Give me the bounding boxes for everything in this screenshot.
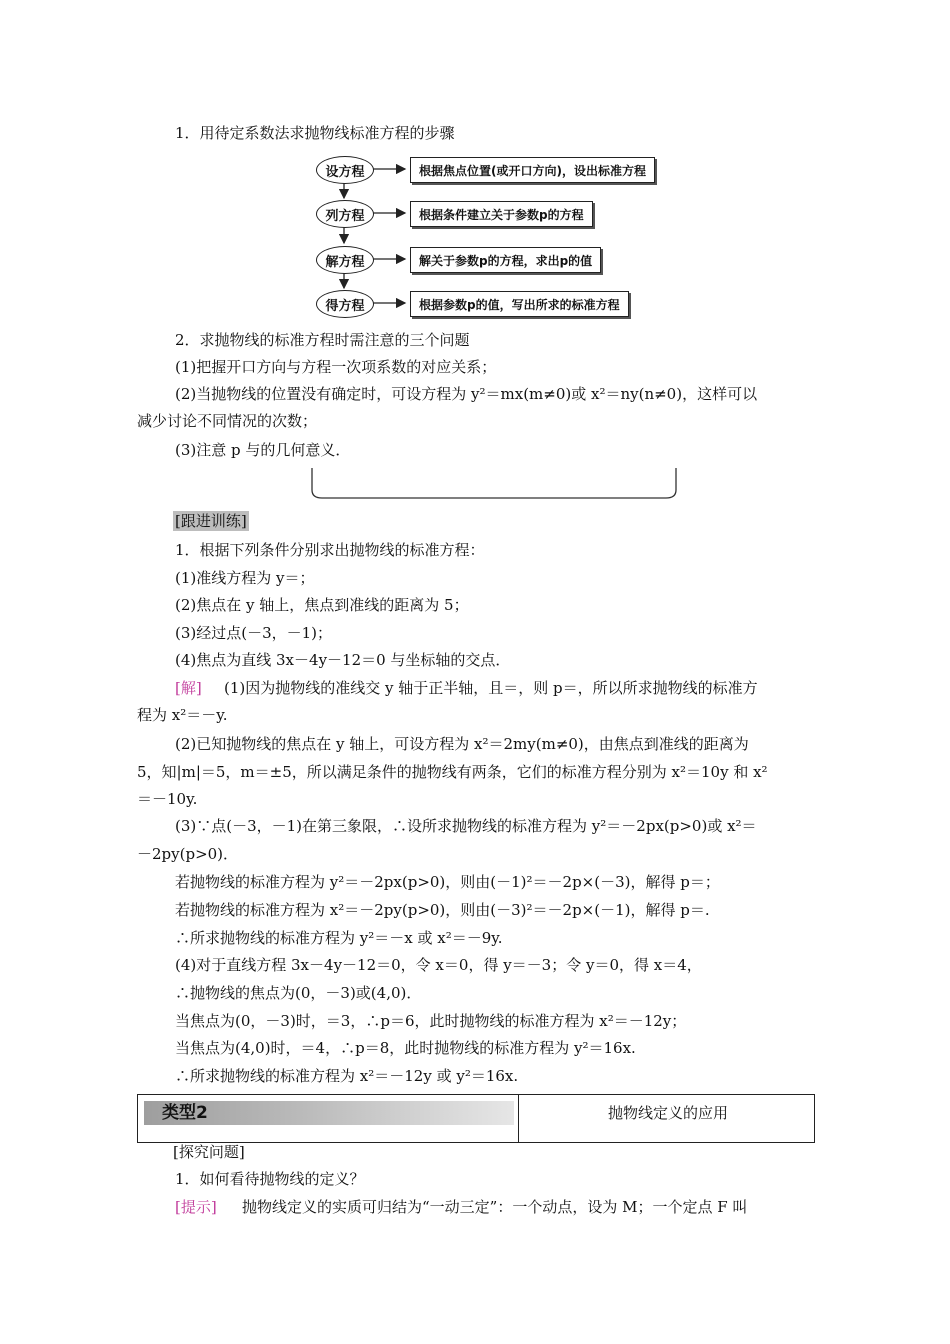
hint-tag: [提示] [175,1198,217,1216]
question-1: (1)准线方程为 y＝； [175,569,315,587]
explore-question-1: 1．如何看待抛物线的定义？ [175,1170,365,1188]
type-section-bar [137,1094,815,1143]
solution-3c: 若抛物线的标准方程为 y²＝－2px(p>0)，则由(－1)²＝－2p×(－3)，解得 p＝； [175,873,720,891]
solution-2c: ＝－10y. [137,790,198,808]
type-title: 抛物线定义的应用 [608,1104,729,1122]
question-3: (3)经过点(－3，－1)； [175,624,333,642]
flow-oval-solve-equation: 解方程 [316,246,374,274]
bracket-decoration [300,466,690,506]
hint-text: 抛物线定义的实质可归结为“一动三定”：一个动点，设为 M；一个定点 F 叫 [242,1198,748,1216]
note-1: (1)把握开口方向与方程一次项系数的对应关系； [175,358,497,376]
solution-2a: (2)已知抛物线的焦点在 y 轴上，可设方程为 x²＝2my(m≠0)，由焦点到准线的距离为 [175,735,749,753]
solution-3d: 若抛物线的标准方程为 x²＝－2py(p>0)，则由(－3)²＝－2p×(－1)，解得 p＝. [175,901,710,919]
solution-4b: ∴抛物线的焦点为(0，－3)或(4,0)． [175,984,422,1002]
solution-1b: 程为 x²＝－y. [137,706,228,724]
type-label: 类型2 [162,1103,208,1123]
solution-4e: ∴所求抛物线的标准方程为 x²＝－12y 或 y²＝16x. [175,1067,519,1085]
explore-label: [探究问题] [173,1143,245,1161]
solution-4a: (4)对于直线方程 3x－4y－12＝0，令 x＝0，得 y＝－3；令 y＝0，得 x＝4， [175,956,702,974]
practice-label: [跟进训练] [175,512,247,530]
heading-steps: 1．用待定系数法求抛物线标准方程的步骤 [175,124,455,142]
flow-box-get-equation: 根据参数p的值，写出所求的标准方程 [410,291,629,317]
flow-oval-set-equation: 设方程 [316,156,374,184]
solution-4d: 当焦点为(4,0)时，＝4，∴p＝8，此时抛物线的标准方程为 y²＝16x. [175,1039,636,1057]
flow-box-list-equation: 根据条件建立关于参数p的方程 [410,201,593,227]
solution-2b: 5，知|m|＝5，m＝±5，所以满足条件的抛物线有两条，它们的标准方程分别为 x²＝10y 和 x² [137,763,768,781]
flow-oval-get-equation: 得方程 [316,290,374,318]
solution-3e: ∴所求抛物线的标准方程为 y²＝－x 或 x²＝－9y. [175,929,503,947]
heading-notes: 2．求抛物线的标准方程时需注意的三个问题 [175,331,470,349]
question-4: (4)焦点为直线 3x－4y－12＝0 与坐标轴的交点． [175,651,511,669]
type-divider [518,1095,519,1142]
flow-oval-list-equation: 列方程 [316,200,374,228]
solution-3b: －2py(p>0)． [137,845,239,863]
note-2a: (2)当抛物线的位置没有确定时，可设方程为 y²＝mx(m≠0)或 x²＝ny(n≠0)，这样可以 [175,385,758,403]
solution-3a: (3)∵点(－3，－1)在第三象限，∴设所求抛物线的标准方程为 y²＝－2px(p>0)或 x²＝ [175,817,757,835]
question-title: 1．根据下列条件分别求出抛物线的标准方程： [175,541,485,559]
type-badge [144,1101,514,1125]
flow-box-set-equation: 根据焦点位置(或开口方向)，设出标准方程 [410,157,655,183]
solution-tag: [解] [175,679,202,697]
question-2: (2)焦点在 y 轴上，焦点到准线的距离为 5； [175,596,469,614]
solution-4c: 当焦点为(0，－3)时，＝3，∴p＝6，此时抛物线的标准方程为 x²＝－12y； [175,1012,687,1030]
flow-box-solve-equation: 解关于参数p的方程，求出p的值 [410,247,601,273]
note-3: (3)注意 p 与的几何意义． [175,441,351,459]
note-2b: 减少讨论不同情况的次数； [137,412,318,430]
solution-1a: (1)因为抛物线的准线交 y 轴于正半轴，且＝，则 p＝，所以所求抛物线的标准方 [224,679,758,697]
